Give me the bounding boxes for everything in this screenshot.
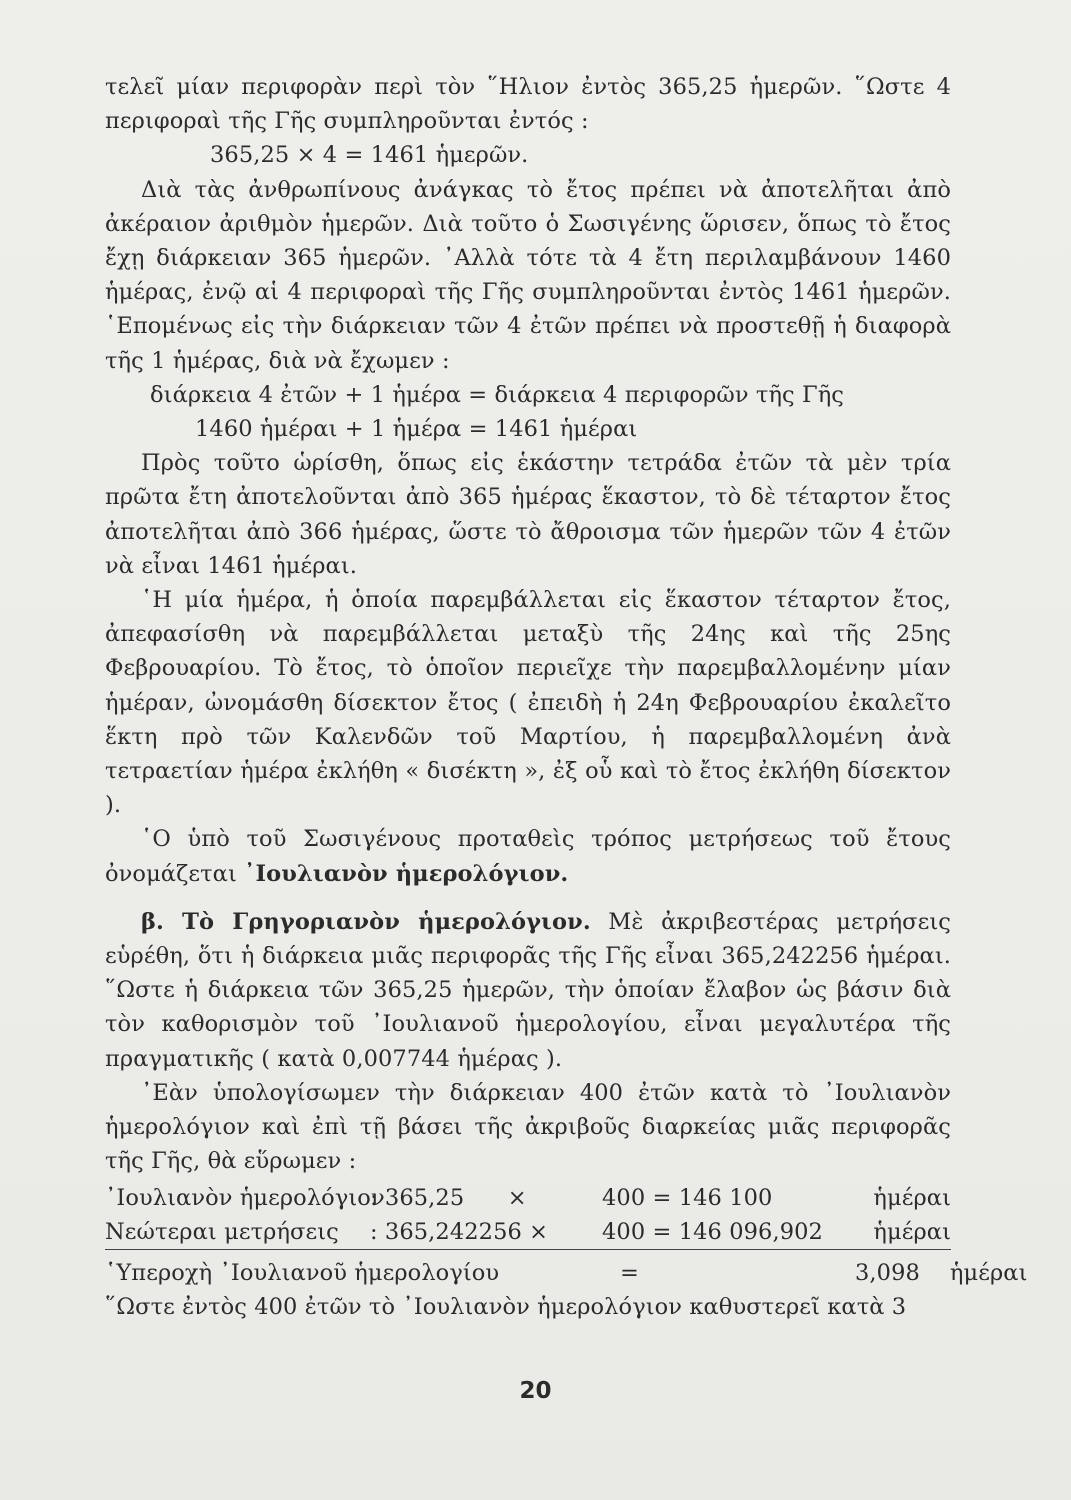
calc-unit: ἡμέραι [873, 1218, 951, 1245]
paragraph-last: ῞Ωστε ἐντὸς 400 ἐτῶν τὸ ᾿Ιουλιανὸν ἡμερολόγιον καθυστερεῖ κατὰ 3 [105, 1294, 907, 1321]
paragraph-6 [105, 905, 951, 1076]
section-heading-gregorian: β. Τὸ Γρηγοριανὸν ἡμερολόγιον. [141, 908, 591, 935]
calc-label: Νεώτεραι μετρήσεις [105, 1218, 339, 1245]
calc-unit [855, 1256, 1028, 1290]
calc-row-julian [105, 1181, 951, 1215]
calc-factor: : 365,25 × [370, 1184, 527, 1211]
calc-result: 400 = 146 100 [602, 1184, 773, 1211]
page-text [105, 70, 1028, 1324]
calc-unit-label: ἡμέραι [949, 1259, 1028, 1286]
calc-unit: ἡμέραι [873, 1184, 951, 1211]
calc-result: 400 = 146 096,902 [602, 1218, 823, 1245]
paragraph-5-text: ῾Ο ὑπὸ τοῦ Σωσιγένους προταθεὶς τρόπος μετρήσεως τοῦ ἔτους ὀνομάζεται [105, 826, 951, 887]
julian-calendar-term: ᾿Ιουλιανὸν ἡμερολόγιον. [244, 860, 569, 887]
calc-row-modern [105, 1215, 951, 1250]
calc-label: ῾Υπεροχὴ ᾿Ιουλιανοῦ ἡμερολογίου [105, 1259, 500, 1286]
paragraph-2: Διὰ τὰς ἀνθρωπίνους ἀνάγκας τὸ ἔτος πρέπει νὰ ἀποτελῆται ἀπὸ ἀκέραιον ἀριθμὸν ἡμερῶν. Διὰ τοῦτο ὁ Σωσιγένης ὥρισεν, ὅπως τὸ ἔτος ἔχῃ διάρκειαν 365 ἡμερῶν. ᾿Αλλὰ τότε τὰ 4 ἔτη περιλαμβάνουν 1460 ἡμέρας, ἐνῷ αἱ 4 περιφοραὶ τῆς Γῆς συμπληροῦνται ἐντὸς 1461 ἡμερῶν. ῾Επομένως εἰς τὴν διάρκειαν τῶν 4 ἐτῶν πρέπει νὰ προστεθῇ ἡ διαφορὰ τῆς 1 ἡμέρας, διὰ νὰ ἔχωμεν : [105, 176, 951, 374]
calc-value: 3,098 [855, 1259, 920, 1286]
calc-factor: : 365,242256 × [370, 1218, 549, 1245]
paragraph-7: ᾿Εὰν ὑπολογίσωμεν τὴν διάρκειαν 400 ἐτῶν κατὰ τὸ ᾿Ιουλιανὸν ἡμερολόγιον καὶ ἐπὶ τῇ βάσει τῆς ἀκριβοῦς διαρκείας μιᾶς περιφορᾶς τῆς Γῆς, θὰ εὕρωμεν : [105, 1079, 951, 1175]
equation-1: 365,25 × 4 = 1461 ἡμερῶν. [210, 142, 529, 169]
calc-equals: = [620, 1259, 639, 1286]
paragraph-5 [105, 822, 951, 890]
calc-row-excess [105, 1256, 1028, 1290]
equation-3: 1460 ἡμέραι + 1 ἡμέρα = 1461 ἡμέραι [195, 416, 638, 443]
paragraph-6-text: Μὲ ἀκριβεστέρας μετρήσεις εὑρέθη, ὅτι ἡ διάρκεια μιᾶς περιφορᾶς τῆς Γῆς εἶναι 365,242256 ἡμέραι. ῞Ωστε ἡ διάρκεια τῶν 365,25 ἡμερῶν, τὴν ὁποίαν ἔλαβον ὡς βάσιν διὰ τὸν καθορισμὸν τοῦ ᾿Ιουλιανοῦ ἡμερολογίου, εἶναι μεγαλυτέρα τῆς πραγματικῆς ( κατὰ 0,007744 ἡμέρας ). [105, 908, 951, 1072]
equation-2: διάρκεια 4 ἐτῶν + 1 ἡμέρα = διάρκεια 4 περιφορῶν τῆς Γῆς [150, 381, 844, 408]
page-number: 20 [519, 1378, 552, 1404]
paragraph-1: τελεῖ μίαν περιφορὰν περὶ τὸν ῞Ηλιον ἐντὸς 365,25 ἡμερῶν. ῞Ωστε 4 περιφοραὶ τῆς Γῆς συμπληροῦνται ἐντός : [105, 74, 951, 135]
calc-label: ᾿Ιουλιανὸν ἡμερολόγιον [105, 1184, 385, 1211]
paragraph-3: Πρὸς τοῦτο ὡρίσθη, ὅπως εἰς ἑκάστην τετράδα ἐτῶν τὰ μὲν τρία πρῶτα ἔτη ἀποτελοῦνται ἀπὸ 365 ἡμέρας ἕκαστον, τὸ δὲ τέταρτον ἔτος ἀποτελῆται ἀπὸ 366 ἡμέρας, ὥστε τὸ ἄθροισμα τῶν ἡμερῶν τῶν 4 ἐτῶν νὰ εἶναι 1461 ἡμέραι. [105, 450, 951, 579]
paragraph-4: ῾Η μία ἡμέρα, ἡ ὁποία παρεμβάλλεται εἰς ἕκαστον τέταρτον ἔτος, ἀπεφασίσθη νὰ παρεμβάλλεται μεταξὺ τῆς 24ης καὶ τῆς 25ης Φεβρουαρίου. Τὸ ἔτος, τὸ ὁποῖον περιεῖχε τὴν παρεμβαλλομένην μίαν ἡμέραν, ὠνομάσθη δίσεκτον ἔτος ( ἐπειδὴ ἡ 24η Φεβρουαρίου ἐκαλεῖτο ἕκτη πρὸ τῶν Καλενδῶν τοῦ Μαρτίου, ἡ παρεμβαλλομένη ἀνὰ τετραετίαν ἡμέρα ἐκλήθη « δισέκτη », ἐξ οὗ καὶ τὸ ἔτος ἐκλήθη δίσεκτον ). [105, 587, 951, 819]
